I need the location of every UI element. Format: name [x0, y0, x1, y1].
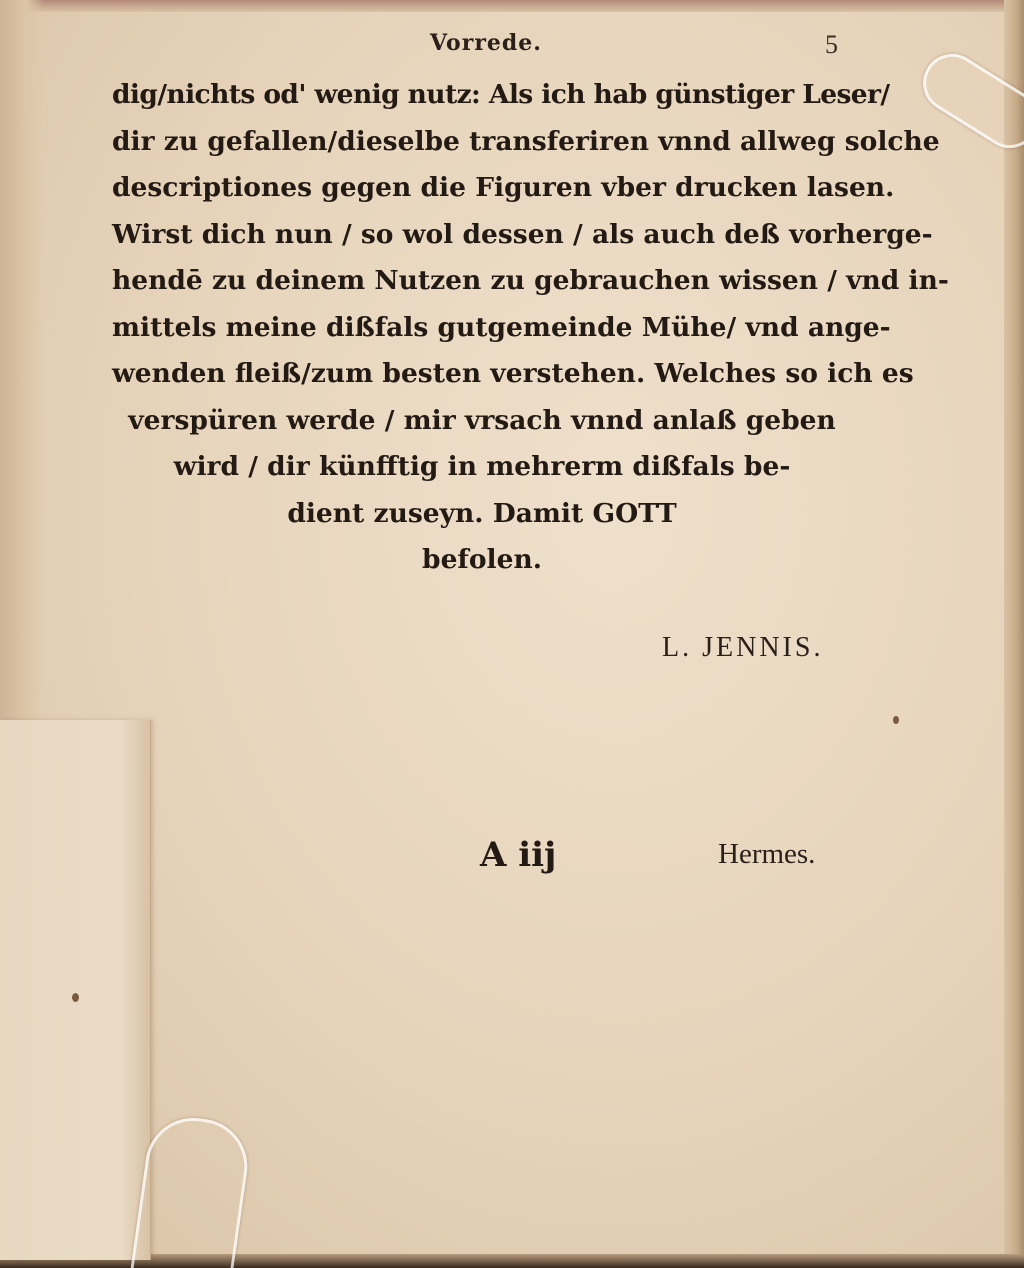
text-line: descriptiones gegen die Figuren vber drucken lasen. [112, 172, 895, 203]
text-line: hendē zu deinem Nutzen zu gebrauchen wissen / vnd in- [112, 265, 949, 296]
page-right-edge [1004, 0, 1024, 1268]
signature-mark: A iij [480, 835, 557, 875]
text-line: dient zuseyn. Damit GOTT [287, 497, 677, 529]
text-line: dir zu gefallen/dieselbe transferiren vnnd allweg solche [112, 125, 940, 157]
text-line: befolen. [422, 544, 542, 575]
page-number: 5 [825, 30, 838, 59]
text-line: verspüren werde / mir vrsach vnnd anlaß geben [128, 404, 836, 436]
preface-text [112, 72, 949, 584]
text-line: wird / dir künfftig in mehrerm dißfals be- [173, 451, 791, 482]
paper-speck [893, 716, 899, 724]
running-head: Vorrede. [430, 30, 542, 56]
text-line: mittels meine dißfals gutgemeinde Mühe/ vnd ange- [112, 311, 891, 343]
text-line: wenden fleiß/zum besten verstehen. Welches so ich es [112, 358, 914, 389]
torn-paper-flap [0, 720, 151, 1260]
text-line: Wirst dich nun / so wol dessen / als auch deß vorherge- [112, 218, 933, 250]
author-signature: L. JENNIS. [662, 632, 824, 663]
text-line: dig/nichts od' wenig nutz: Als ich hab günstiger Leser/ [112, 79, 890, 110]
page-top-edge [0, 0, 1024, 12]
catchword: Hermes. [718, 838, 816, 870]
paper-speck [72, 993, 79, 1002]
